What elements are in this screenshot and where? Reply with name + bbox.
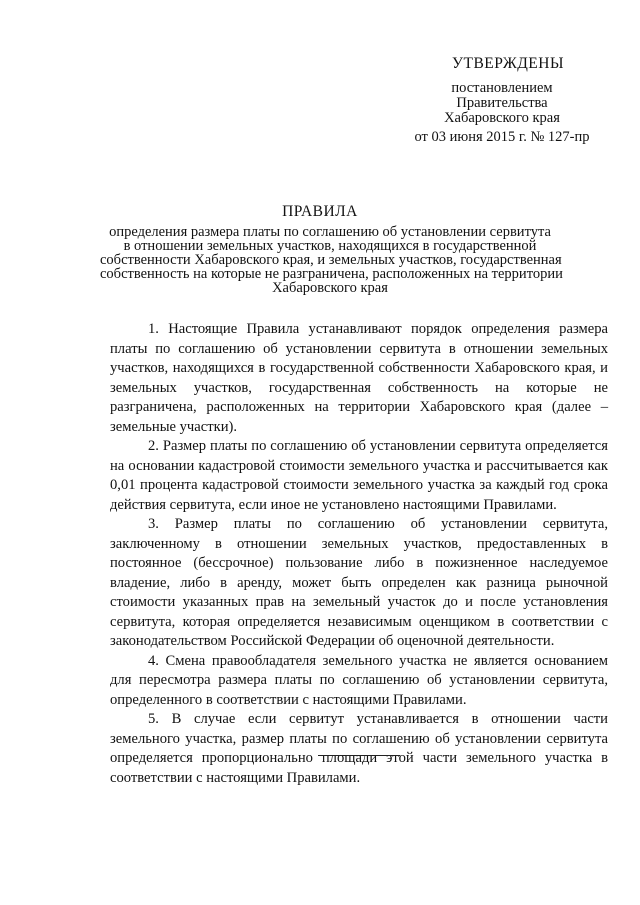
- subtitle-line: собственность на которые не разграничена, расположенных на территории: [100, 266, 563, 282]
- approval-heading: УТВЕРЖДЕНЫ: [452, 55, 564, 72]
- subtitle-line: определения размера платы по соглашению об установлении сервитута: [109, 224, 551, 240]
- document-body: [110, 320, 608, 788]
- approval-date: от 03 июня 2015 г. № 127-пр: [414, 129, 590, 145]
- paragraph-3: 3. Размер платы по соглашению об установлении сервитута, заключенному в отношении земельных участков, предоставленных в постоянное (бессрочное) пользование либо в пожизненное наследуемое владение, либо в аренду, может быть определен как разница рыночной стоимости указанных прав на земельный участок до и после установления сервитута, которая определяется независимым оценщиком в соответствии с законодательством Российской Федерации об оценочной деятельности.: [110, 516, 608, 649]
- paragraph-1: 1. Настоящие Правила устанавливают порядок определения размера платы по соглашению об установлении сервитута в отношении земельных участков, находящихся в государственной собственности Хабаровского края, и земельных участков, государственная собственность на которые не разграничена, расположенных на территории Хабаровского края (далее – земельные участки).: [110, 321, 608, 435]
- subtitle-line: собственности Хабаровского края, и земельных участков, государственная: [100, 252, 562, 268]
- end-divider: [318, 755, 400, 756]
- paragraph-5: 5. В случае если сервитут устанавливается в отношении части земельного участка, размер платы по соглашению об установлении сервитута определяется пропорционально площади этой части земельного участка в соответствии с настоящими Правилами.: [110, 711, 608, 786]
- approval-line: постановлением: [451, 80, 553, 96]
- approval-line: Хабаровского края: [444, 110, 560, 126]
- subtitle-line: Хабаровского края: [272, 280, 388, 296]
- document-title: ПРАВИЛА: [282, 203, 358, 220]
- document-subtitle: [100, 224, 563, 296]
- approval-block: [392, 56, 612, 145]
- approval-line: Правительства: [456, 95, 548, 111]
- paragraph-2: 2. Размер платы по соглашению об установлении сервитута определяется на основании кадастровой стоимости земельного участка и рассчитывается как 0,01 процента кадастровой стоимости земельного участка за каждый год срока действия сервитута, если иное не установлено настоящими Правилами.: [110, 438, 608, 513]
- subtitle-line: в отношении земельных участков, находящихся в государственной: [123, 238, 537, 254]
- paragraph-4: 4. Смена правообладателя земельного участка не является основанием для пересмотра размера платы по соглашению об установлении сервитута, определенного в соответствии с настоящими Правилами.: [110, 652, 608, 708]
